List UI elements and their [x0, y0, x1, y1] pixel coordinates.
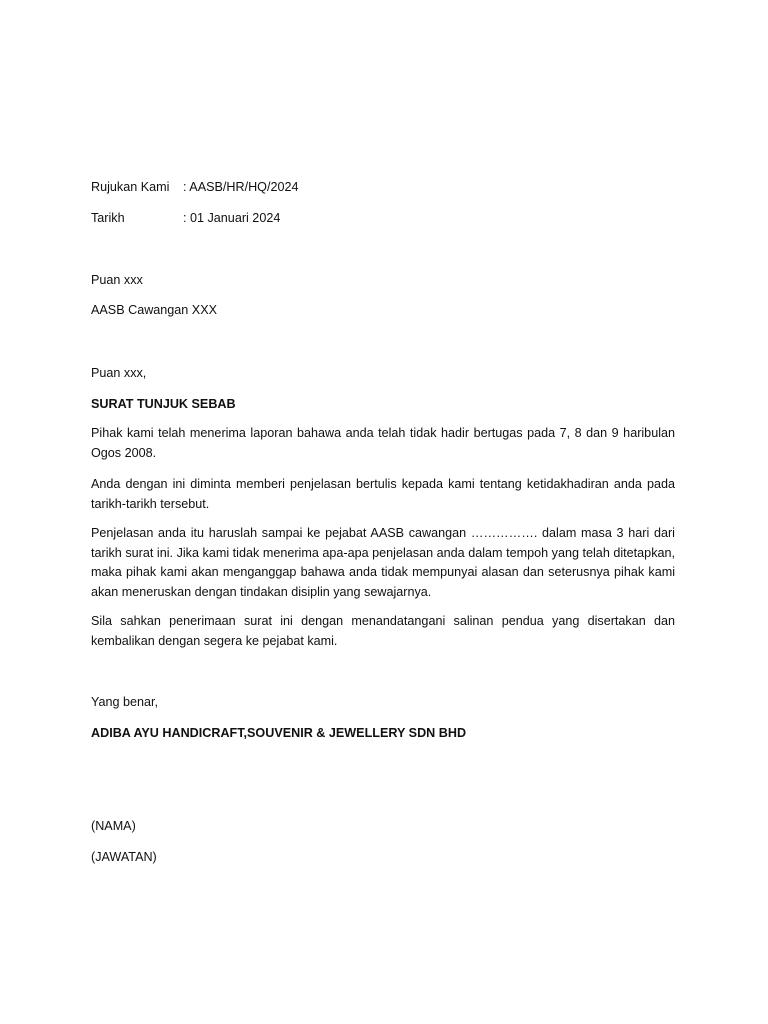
date-label: Tarikh	[91, 211, 125, 225]
paragraph-1: Pihak kami telah menerima laporan bahawa anda telah tidak hadir bertugas pada 7, 8 dan 9 haribulan Ogos 2008.	[91, 426, 675, 460]
reference-line	[91, 179, 299, 195]
paragraph-4: Sila sahkan penerimaan surat ini dengan menandatangani salinan pendua yang disertakan dan kembalikan dengan segera ke pejabat kami.	[91, 614, 675, 648]
recipient-name: Puan xxx	[91, 273, 143, 287]
date-value: : 01 Januari 2024	[183, 211, 281, 225]
reference-value: : AASB/HR/HQ/2024	[183, 180, 299, 194]
company-name: ADIBA AYU HANDICRAFT,SOUVENIR & JEWELLERY SDN BHD	[91, 726, 467, 740]
signatory-position: (JAWATAN)	[91, 850, 157, 864]
signatory-name: (NAMA)	[91, 819, 136, 833]
recipient-branch: AASB Cawangan XXX	[91, 303, 218, 317]
reference-label: Rujukan Kami	[91, 180, 170, 194]
date-line	[91, 210, 280, 226]
letter-subject: SURAT TUNJUK SEBAB	[91, 397, 236, 411]
paragraph-2: Anda dengan ini diminta memberi penjelasan bertulis kepada kami tentang ketidakhadiran anda pada tarikh-tarikh tersebut.	[91, 477, 675, 511]
paragraph-3: Penjelasan anda itu haruslah sampai ke pejabat AASB cawangan ……………. dalam masa 3 hari dari tarikh surat ini. Jika kami tidak menerima apa-apa penjelasan anda dalam tempoh yang telah ditetapkan, maka pihak kami akan menganggap bahawa anda tidak mempunyai alasan dan seterusnya pihak kami akan meneruskan dengan tindakan disiplin yang sewajarnya.	[91, 526, 675, 599]
closing: Yang benar,	[91, 695, 158, 709]
salutation: Puan xxx,	[91, 366, 147, 380]
